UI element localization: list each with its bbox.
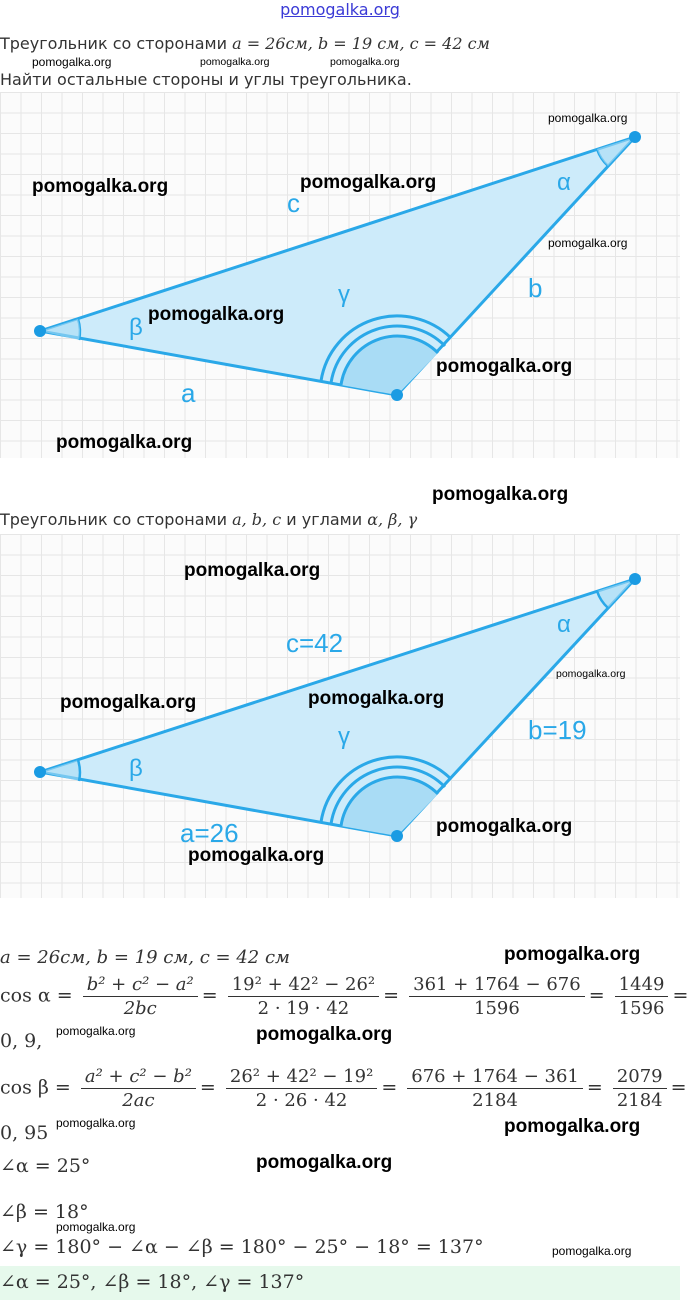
label-1-beta: β (129, 314, 143, 341)
cos-beta-frac-3: $\frac{676 + 1764 - 361}{2184}$ (407, 1066, 583, 1111)
label-2-c: c=42 (286, 628, 344, 658)
task-line-2: Найти остальные стороны и углы треугольника. (0, 70, 412, 89)
task-side-a: a = 26см, (232, 34, 313, 53)
watermark: pomogalka.org (548, 111, 628, 125)
cos-alpha-result: 0, 9, (0, 1030, 43, 1052)
vertex-1-top (629, 131, 641, 143)
watermark: pomogalka.org (56, 432, 193, 453)
watermark: pomogalka.org (556, 668, 626, 680)
watermark: pomogalka.org (56, 1024, 136, 1038)
cos-beta-frac-2: $\frac{\text{26² + 42² − 19²}}{2 \cdot 26 \cdot 42}$ (226, 1066, 377, 1111)
angle-alpha: ∠α = 25° (0, 1155, 91, 1177)
cos-alpha-frac-3: $\frac{361 + 1764 - 676}{1596}$ (409, 974, 585, 1019)
given-values: a = 26см, b = 19 см, c = 42 см (0, 947, 290, 968)
label-1-gamma: γ (338, 281, 350, 308)
label-1-a: a (181, 378, 196, 408)
caption-2-sides: a, b, c (232, 510, 282, 529)
task-side-c: c = 42 см (409, 34, 490, 53)
vertex-2-left (34, 766, 46, 778)
label-2-beta: β (129, 755, 143, 782)
watermark: pomogalka.org (436, 816, 573, 837)
label-1-c: c (287, 188, 300, 218)
watermark: pomogalka.org (148, 304, 285, 325)
site-link[interactable]: pomogalka.org (280, 0, 400, 19)
label-2-gamma: γ (338, 723, 350, 750)
cos-beta-result: 0, 95 (0, 1122, 49, 1144)
watermark: pomogalka.org (56, 1220, 136, 1234)
figure-2-triangle (0, 534, 680, 898)
caption-2-prefix: Треугольник со сторонами (0, 510, 227, 529)
watermark: pomogalka.org (56, 1116, 136, 1130)
watermark: pomogalka.org (552, 1244, 632, 1258)
beta-wedge-2 (40, 760, 80, 781)
watermark: pomogalka.org (60, 692, 197, 713)
cos-alpha-equation: cos α = $\frac{\text{b² + c² − a²}}{2bc}$ = $\frac{\text{19² + 42² − 26²}}{2 \cdot 19 \cdot 42}$ = $\frac{361 + 1764 - 676}{1596}$ = $\frac{1449}{1596}$ = (0, 974, 688, 1019)
cos-alpha-lhs: cos α = (0, 984, 73, 1007)
label-2-alpha: α (557, 611, 571, 638)
caption-2 (0, 510, 417, 529)
watermark: pomogalka.org (256, 1152, 393, 1173)
answer-text: ∠α = 25°, ∠β = 18°, ∠γ = 137° (0, 1271, 305, 1293)
cos-beta-frac-4: $\frac{2079}{2184}$ (613, 1066, 667, 1111)
watermark: pomogalka.org (548, 236, 628, 250)
beta-wedge-1 (40, 319, 80, 340)
cos-beta-frac-1: $\frac{\text{a² + c² − b²}}{2ac}$ (81, 1066, 196, 1111)
watermark: pomogalka.org (300, 172, 437, 193)
cos-beta-equation: cos β = $\frac{\text{a² + c² − b²}}{2ac}$ = $\frac{\text{26² + 42² − 19²}}{2 \cdot 26 \cdot 42}$ = $\frac{676 + 1764 - 361}{2184}$ = $\frac{2079}{2184}$ = (0, 1066, 687, 1111)
caption-2-middle: и углами (286, 510, 363, 529)
cos-alpha-frac-4: $\frac{1449}{1596}$ (615, 974, 669, 1019)
cos-alpha-frac-1: $\frac{\text{b² + c² − a²}}{2bc}$ (83, 974, 198, 1019)
label-1-alpha: α (557, 169, 571, 196)
watermark: pomogalka.org (188, 845, 325, 866)
label-1-b: b (528, 273, 543, 303)
watermark: pomogalka.org (184, 560, 321, 581)
vertex-1-left (34, 325, 46, 337)
vertex-1-bottom (391, 389, 403, 401)
answer-box (0, 1266, 680, 1300)
figure-1-triangle (0, 92, 680, 458)
watermark: pomogalka.org (504, 944, 641, 965)
label-2-a: a=26 (180, 818, 239, 848)
watermark: pomogalka.org (308, 688, 445, 709)
watermark: pomogalka.org (436, 356, 573, 377)
watermark: pomogalka.org (432, 484, 569, 505)
watermark: pomogalka.org (504, 1116, 641, 1137)
angle-beta: ∠β = 18° (0, 1201, 89, 1223)
task-prefix: Треугольник со сторонами (0, 34, 227, 53)
task-side-b: b = 19 см, (317, 34, 405, 53)
task-line-1 (0, 34, 490, 53)
watermark: pomogalka.org (32, 55, 112, 69)
caption-2-angles: α, β, γ (367, 510, 418, 529)
watermark: pomogalka.org (256, 1024, 393, 1045)
angle-gamma: ∠γ = 180° − ∠α − ∠β = 180° − 25° − 18° = 137° (0, 1236, 484, 1258)
vertex-2-top (629, 573, 641, 585)
watermark: pomogalka.org (200, 56, 270, 68)
vertex-2-bottom (391, 830, 403, 842)
cos-alpha-frac-2: $\frac{\text{19² + 42² − 26²}}{2 \cdot 19 \cdot 42}$ (228, 974, 379, 1019)
label-2-b: b=19 (528, 715, 587, 745)
cos-beta-lhs: cos β = (0, 1076, 71, 1099)
watermark: pomogalka.org (330, 56, 400, 68)
watermark: pomogalka.org (32, 176, 169, 197)
